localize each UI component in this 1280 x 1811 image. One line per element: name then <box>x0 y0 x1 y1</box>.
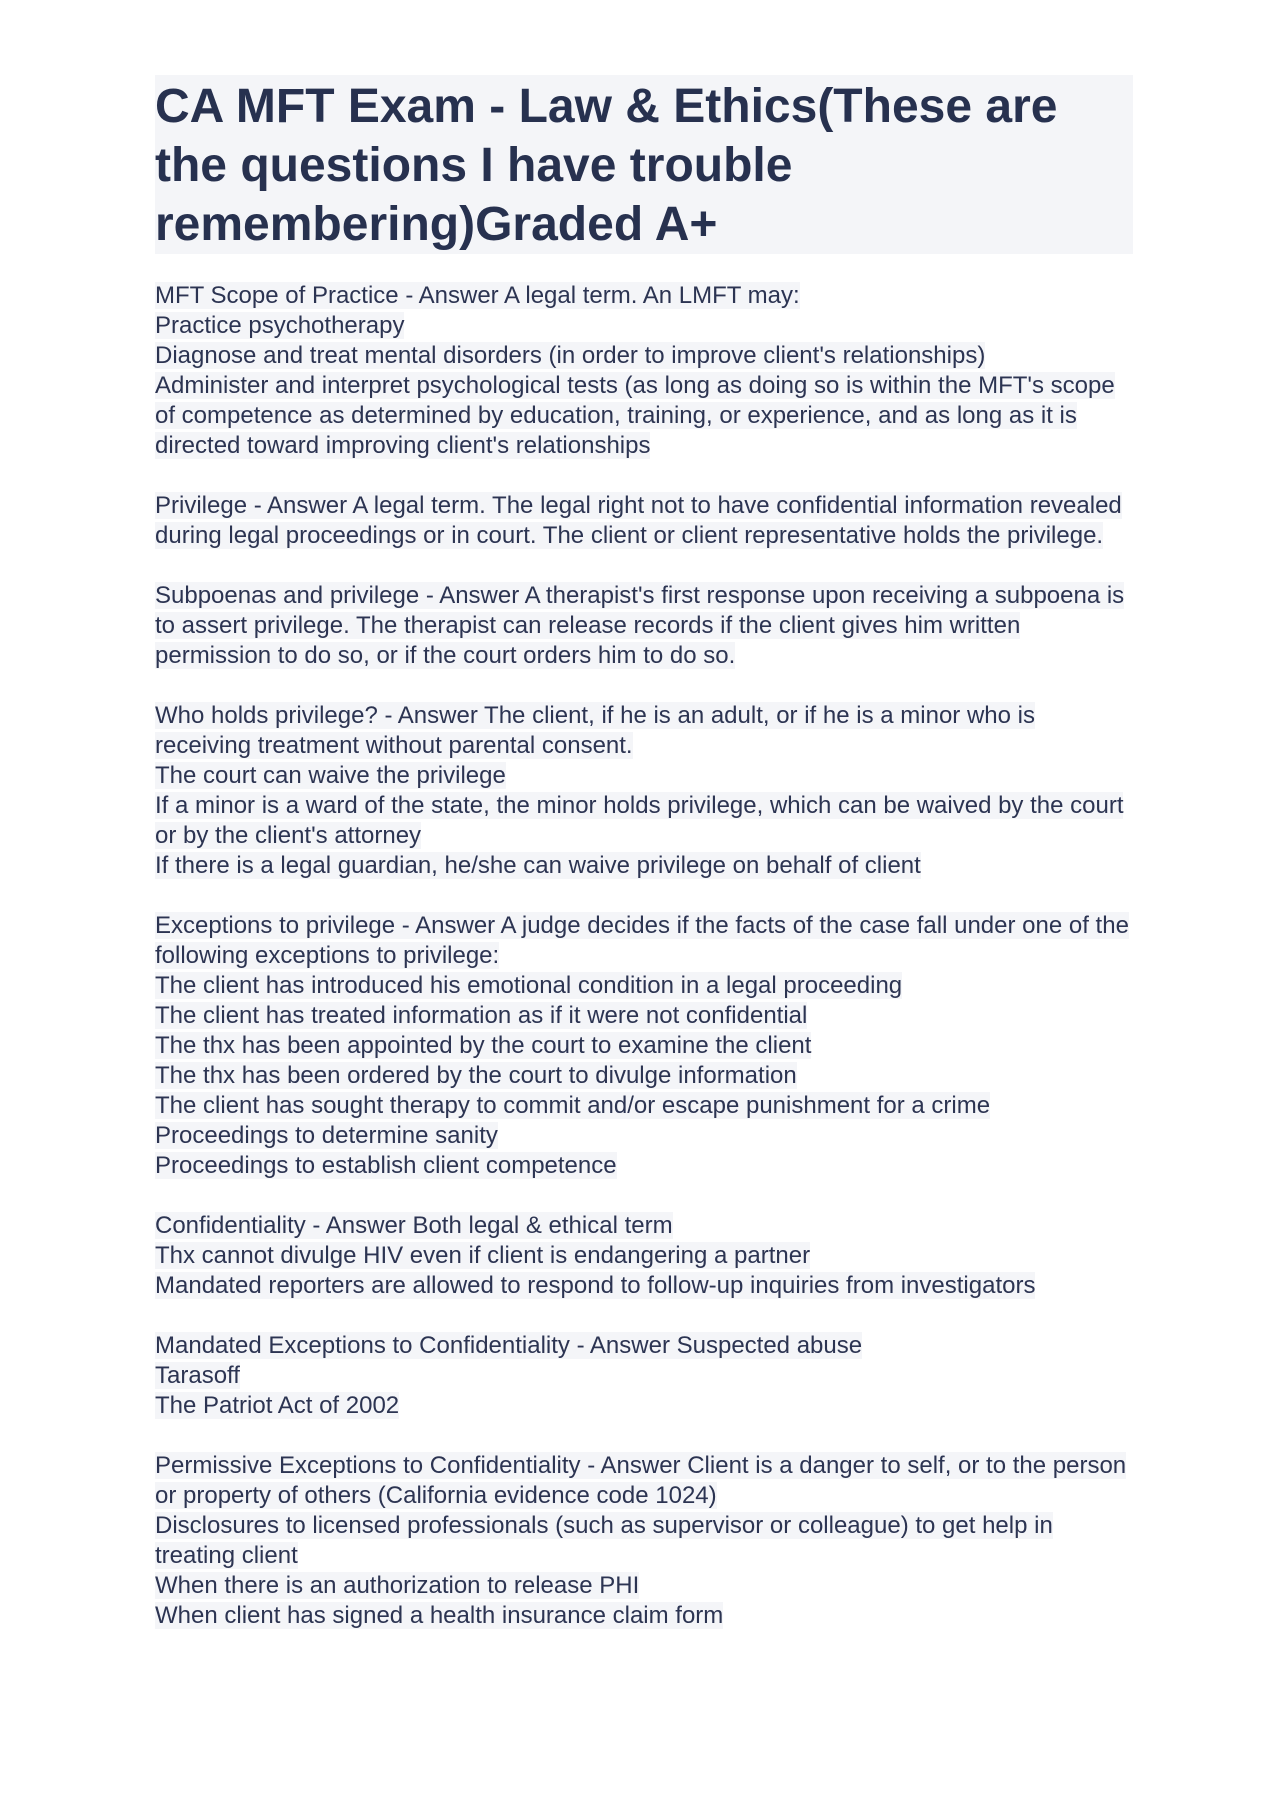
card-line: The thx has been appointed by the court to examine the client <box>155 1032 812 1059</box>
card-line: The Patriot Act of 2002 <box>155 1392 400 1419</box>
flashcard-privilege <box>155 491 1133 551</box>
card-line: The client has sought therapy to commit and/or escape punishment for a crime <box>155 1092 991 1119</box>
card-line: Practice psychotherapy <box>155 312 405 339</box>
card-line: When client has signed a health insurance claim form <box>155 1602 724 1629</box>
card-line: Mandated reporters are allowed to respond to follow-up inquiries from investigators <box>155 1272 1036 1299</box>
card-line: If there is a legal guardian, he/she can waive privilege on behalf of client <box>155 852 921 879</box>
card-line: Proceedings to determine sanity <box>155 1122 498 1149</box>
flashcard-permissive-exceptions <box>155 1451 1133 1631</box>
document-page <box>155 75 1133 1661</box>
card-line: If a minor is a ward of the state, the minor holds privilege, which can be waived by the court or by the client's attorney <box>155 792 1124 849</box>
card-line: Exceptions to privilege - Answer A judge decides if the facts of the case fall under one of the following exceptions to privilege: <box>155 912 1129 969</box>
flashcard-exceptions-to-privilege <box>155 911 1133 1181</box>
card-line: Administer and interpret psychological tests (as long as doing so is within the MFT's scope of competence as determined by education, training, or experience, and as long as it is directed toward improving client's relationships <box>155 372 1115 459</box>
card-line: Tarasoff <box>155 1362 240 1389</box>
card-line: Privilege - Answer A legal term. The legal right not to have confidential information revealed during legal proceedings or in court. The client or client representative holds the privilege. <box>155 492 1122 549</box>
card-line: Permissive Exceptions to Confidentiality - Answer Client is a danger to self, or to the person or property of others (California evidence code 1024) <box>155 1452 1127 1509</box>
flashcard-confidentiality <box>155 1211 1133 1301</box>
card-line: Diagnose and treat mental disorders (in order to improve client's relationships) <box>155 342 986 369</box>
card-line: The client has treated information as if it were not confidential <box>155 1002 808 1029</box>
flashcard-who-holds-privilege <box>155 701 1133 881</box>
card-line: Mandated Exceptions to Confidentiality - Answer Suspected abuse <box>155 1332 863 1359</box>
card-line: Who holds privilege? - Answer The client, if he is an adult, or if he is a minor who is receiving treatment without parental consent. <box>155 702 1035 759</box>
card-line: The thx has been ordered by the court to divulge information <box>155 1062 797 1089</box>
flashcard-scope-of-practice <box>155 281 1133 461</box>
card-line: The client has introduced his emotional condition in a legal proceeding <box>155 972 903 999</box>
flashcard-subpoenas <box>155 581 1133 671</box>
card-line: Subpoenas and privilege - Answer A therapist's first response upon receiving a subpoena is to assert privilege. The therapist can release records if the client gives him written permission to do so, or if the court orders him to do so. <box>155 582 1125 669</box>
card-line: When there is an authorization to release PHI <box>155 1572 640 1599</box>
card-line: The court can waive the privilege <box>155 762 506 789</box>
card-line: MFT Scope of Practice - Answer A legal term. An LMFT may: <box>155 282 800 309</box>
card-line: Disclosures to licensed professionals (such as supervisor or colleague) to get help in treating client <box>155 1512 1053 1569</box>
card-line: Proceedings to establish client competence <box>155 1152 617 1179</box>
card-line: Confidentiality - Answer Both legal & ethical term <box>155 1212 673 1239</box>
flashcard-mandated-exceptions <box>155 1331 1133 1421</box>
document-title: CA MFT Exam - Law & Ethics(These are the questions I have trouble remembering)Graded A+ <box>155 75 1133 254</box>
card-line: Thx cannot divulge HIV even if client is endangering a partner <box>155 1242 811 1269</box>
